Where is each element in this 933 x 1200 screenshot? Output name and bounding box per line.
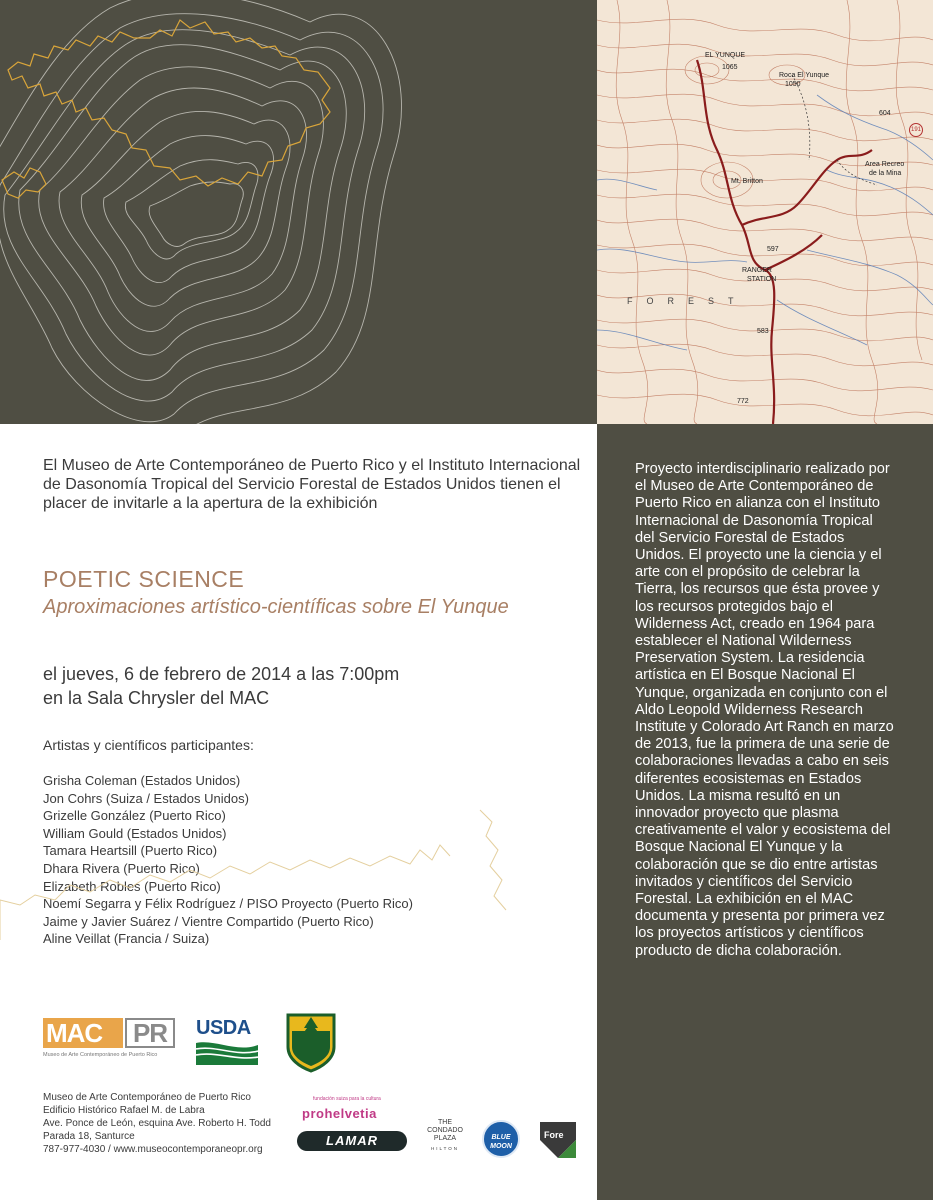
list-item: Aline Veillat (Francia / Suiza) <box>43 931 210 947</box>
map-label-elevation: 583 <box>757 328 769 335</box>
route-badge: 191 <box>909 123 923 137</box>
hilton-logo-text: HILTON <box>430 1146 460 1151</box>
condado-logo-line: PLAZA <box>433 1135 457 1142</box>
usda-logo <box>196 1017 260 1070</box>
contour-lines <box>0 0 597 424</box>
topographic-map-el-yunque <box>597 0 933 424</box>
condado-logo-line: THE <box>438 1119 452 1126</box>
list-item: Dhara Rivera (Puerto Rico) <box>43 860 200 876</box>
list-item: Grisha Coleman (Estados Unidos) <box>43 773 241 788</box>
map-label-elevation: 1050 <box>785 81 801 88</box>
mac-logo-caption: Museo de Arte Contemporáneo de Puerto Rico <box>43 1052 158 1058</box>
list-item: Elizabeth Robles (Puerto Rico) <box>43 878 221 894</box>
list-item: William Gould (Estados Unidos) <box>43 825 227 841</box>
exhibition-title: POETIC SCIENCE <box>43 566 245 592</box>
fore-logo <box>538 1120 578 1160</box>
map-label-forest: FOREST <box>627 296 748 306</box>
map-label-el-yunque: EL YUNQUE <box>705 52 746 59</box>
map-label-elevation: 1065 <box>722 64 738 71</box>
map-label-area-recreo: Area Recreo <box>865 161 905 168</box>
map-label-station: STATION <box>747 276 777 283</box>
address-line: Parada 18, Santurce <box>43 1131 135 1142</box>
exhibition-subtitle: Aproximaciones artístico-científicas sobre El Yunque <box>43 596 509 618</box>
island-contour-artwork <box>0 0 597 424</box>
address-contact: 787-977-4030 / www.museocontemporaneopr.org <box>43 1144 263 1155</box>
list-item: Grizelle González (Puerto Rico) <box>43 808 226 824</box>
pr-logo-text: PR <box>125 1018 175 1048</box>
invitation-intro: El Museo de Arte Contemporáneo de Puerto Rico y el Instituto Internacional de Dasonomía Tropical del Servicio Forestal de Estados Unidos tienen el placer de invitarle a la apertura de la exhibición <box>43 457 581 512</box>
mac-pr-logo <box>43 1018 175 1058</box>
museum-address <box>43 1091 271 1156</box>
map-label-elevation: 597 <box>767 246 779 253</box>
event-datetime <box>43 662 399 710</box>
fore-logo-text: Fore <box>544 1130 564 1140</box>
map-label-ranger: RANGER <box>742 267 772 274</box>
map-label-de-la-mina: de la Mina <box>869 170 902 177</box>
event-venue: en la Sala Chrysler del MAC <box>43 688 270 708</box>
lamar-logo: LAMAR <box>297 1131 407 1151</box>
usda-fields-icon <box>196 1039 258 1065</box>
fore-logo-icon <box>538 1120 578 1160</box>
condado-logo-line: CONDADO <box>427 1127 463 1134</box>
blue-moon-logo-line: MOON <box>490 1143 512 1150</box>
map-label-elevation: 604 <box>879 110 891 117</box>
event-date: el jueves, 6 de febrero de 2014 a las 7:00pm <box>43 664 400 684</box>
prohelvetia-caption: fundación suiza para la cultura <box>313 1096 381 1102</box>
address-line: Museo de Arte Contemporáneo de Puerto Rico <box>43 1092 251 1103</box>
address-line: Edificio Histórico Rafael M. de Labra <box>43 1105 205 1116</box>
map-label-mt-britton: Mt. Britton <box>731 178 763 185</box>
list-item: Noemí Segarra y Félix Rodríguez / PISO Proyecto (Puerto Rico) <box>43 896 413 912</box>
map-label-roca: Roca El Yunque <box>779 72 830 79</box>
map-contours <box>597 0 933 424</box>
list-item: Jon Cohrs (Suiza / Estados Unidos) <box>43 790 249 806</box>
forest-service-shield-icon <box>282 1011 340 1073</box>
list-item: Tamara Heartsill (Puerto Rico) <box>43 843 218 859</box>
forest-service-shield-logo <box>282 1011 340 1078</box>
prohelvetia-logo: prohelvetia <box>302 1106 377 1121</box>
map-label-elevation: 772 <box>737 398 749 405</box>
list-item: Jaime y Javier Suárez / Vientre Compartido (Puerto Rico) <box>43 913 374 929</box>
address-line: Ave. Ponce de León, esquina Ave. Roberto H. Todd <box>43 1118 271 1129</box>
usda-logo-text: USDA <box>196 1017 251 1039</box>
blue-moon-logo-line: BLUE <box>491 1134 511 1141</box>
artists-heading: Artistas y científicos participantes: <box>43 737 254 753</box>
project-description: Proyecto interdisciplinario realizado por el Museo de Arte Contemporáneo de Puerto Rico en alianza con el Instituto Internacional de Dasonomía Tropical del Servicio Forestal de Estados Unidos. El proyecto une la ciencia y el arte con el propósito de celebrar la Tierra, los recursos que ésta provee y los recursos protegidos bajo el Wilderness Act, creado en 1964 para establecer el National Wilderness Preservation System. La residencia artística en El Bosque Nacional El Yunque, organizada en conjunto con el Aldo Leopold Wilderness Research Institute y Colorado Art Ranch en marzo de 2013, fue la primera de una serie de colaboraciones llevadas a cabo en seis diferentes ecosistemas en Estados Unidos. La misma resultó en un innovador proyecto que plasma creativamente el valor y ecosistema del Bosque Nacional El Yunque y la colaboración que se dio entre artistas invitados y científicos del Servicio Forestal. La exhibición en el MAC documenta y presenta por primera vez los proyectos artísticos y científicos producto de dicha colaboración. <box>635 461 894 959</box>
blue-moon-logo <box>482 1120 520 1158</box>
mac-logo-text: MAC <box>43 1018 123 1048</box>
condado-plaza-logo <box>420 1119 470 1153</box>
island-outline-faint <box>0 800 597 940</box>
